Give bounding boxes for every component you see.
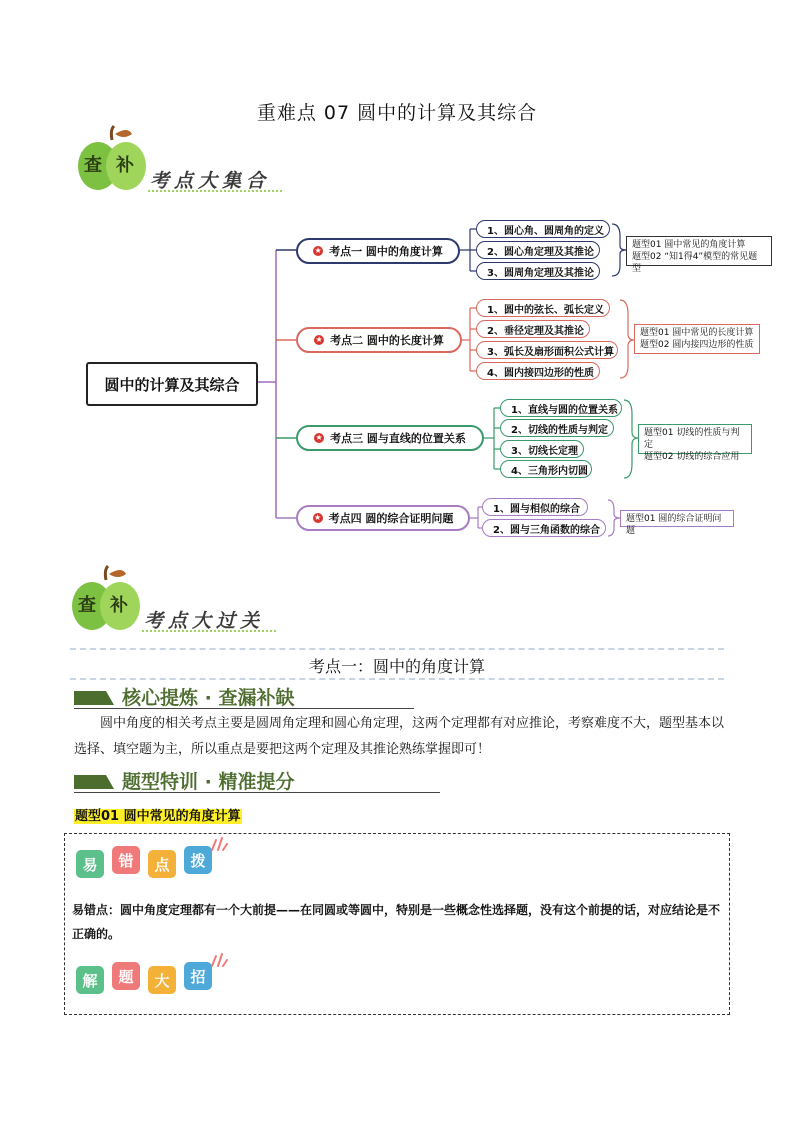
star-icon: ★ [315,335,323,344]
question-type [74,805,242,824]
leaf-1-3: 3、圆周角定理及其推论 [476,262,600,280]
section-divider [70,678,724,680]
section-divider [70,648,724,650]
notes-3 [638,424,752,462]
train-underline [74,792,440,793]
question-type-label: 题型01 圆中常见的角度计算 [75,809,241,824]
star-icon: ★ [313,513,322,522]
sparkle-icon [210,836,228,852]
notes-4 [620,510,734,536]
branch-4 [296,505,470,531]
leaf-3-3: 3、切线长定理 [500,440,584,458]
tile-cuo: 错 [112,846,140,874]
branch-3-label: 考点三 圆与直线的位置关系 [330,432,466,445]
core-paragraph: 圆中角度的相关考点主要是圆周角定理和圆心角定理，这两个定理都有对应推论，考察难度不大，题型基本以选择、填空题为主，所以重点是要把这两个定理及其推论熟练掌握即可！ [74,716,725,757]
badge-char-2: 补 [116,155,134,176]
branch-2 [296,327,462,353]
bar-icon [74,691,114,705]
bar-icon [74,775,114,789]
note-2-2: 题型02 圆内接四边形的性质 [640,340,754,350]
leaf-3-1: 1、直线与圆的位置关系 [500,399,622,417]
leaf-2-1: 1、圆中的弦长、弧长定义 [476,299,610,317]
note-3-1: 题型01 切线的性质与判定 [644,428,740,450]
tile-da: 大 [148,966,176,994]
leaf-1-2: 2、圆心角定理及其推论 [476,241,600,259]
note-4-1: 题型01 圆的综合证明问题 [626,514,722,536]
notes-1 [626,236,772,274]
leaf-4-1: 1、圆与相似的综合 [482,498,588,516]
mindmap-connectors [0,0,794,560]
error-tiles [76,842,226,886]
tile-jie: 解 [76,966,104,994]
core-underline [74,708,414,709]
leaf-3-4: 4、三角形内切圆 [500,460,592,478]
branch-2-label: 考点二 圆中的长度计算 [330,334,444,347]
leaf-1-1: 1、圆心角、圆周角的定义 [476,220,610,238]
core-title: 核心提炼 · 查漏补缺 [122,687,295,709]
star-icon: ★ [315,433,323,442]
badge-char-2: 补 [110,595,128,616]
leaf-2-3: 3、弧长及扇形面积公式计算 [476,341,618,359]
branch-1 [296,238,460,264]
badge-title: 考点大过关 [144,610,265,632]
tile-bo: 拨 [184,846,212,874]
branch-4-label: 考点四 圆的综合证明问题 [328,512,454,525]
error-text: 易错点：圆中角度定理都有一个大前提——在同圆或等圆中，特别是一些概念性选择题，没有这个前提的话，对应结论是不正确的。 [72,903,721,941]
section-heading: 考点一：圆中的角度计算 [308,657,485,676]
train-title: 题型特训 · 精准提分 [122,771,295,793]
page-title: 重难点 07 圆中的计算及其综合 [256,102,538,124]
solution-tiles [76,958,226,1002]
tile-dian: 点 [148,850,176,878]
tile-zhao: 招 [184,962,212,990]
mindmap-root: 圆中的计算及其综合 [86,362,258,406]
badge-char-1: 查 [84,155,102,176]
notes-2 [634,324,760,354]
sparkle-icon [210,952,228,968]
note-1-1: 题型01 圆中常见的角度计算 [632,240,746,250]
pass-badge [70,564,300,634]
leaf-2-2: 2、垂径定理及其推论 [476,320,590,338]
tile-yi: 易 [76,850,104,878]
note-1-2: 题型02 “知1得4”模型的常见题型 [632,252,758,274]
tile-ti: 题 [112,962,140,990]
train-heading [74,767,294,794]
note-2-1: 题型01 圆中常见的长度计算 [640,328,754,338]
branch-1-label: 考点一 圆中的角度计算 [329,245,443,258]
leaf-2-4: 4、圆内接四边形的性质 [476,362,600,380]
leaf-4-2: 2、圆与三角函数的综合 [482,519,606,537]
branch-3 [296,425,484,451]
star-icon: ★ [314,246,322,255]
badge-underline [142,630,276,632]
leaf-3-2: 2、切线的性质与判定 [500,419,614,437]
badge-title: 考点大集合 [150,170,271,192]
note-3-2: 题型02 切线的综合应用 [644,452,740,462]
core-heading [74,683,294,710]
badge-char-1: 查 [78,595,96,616]
